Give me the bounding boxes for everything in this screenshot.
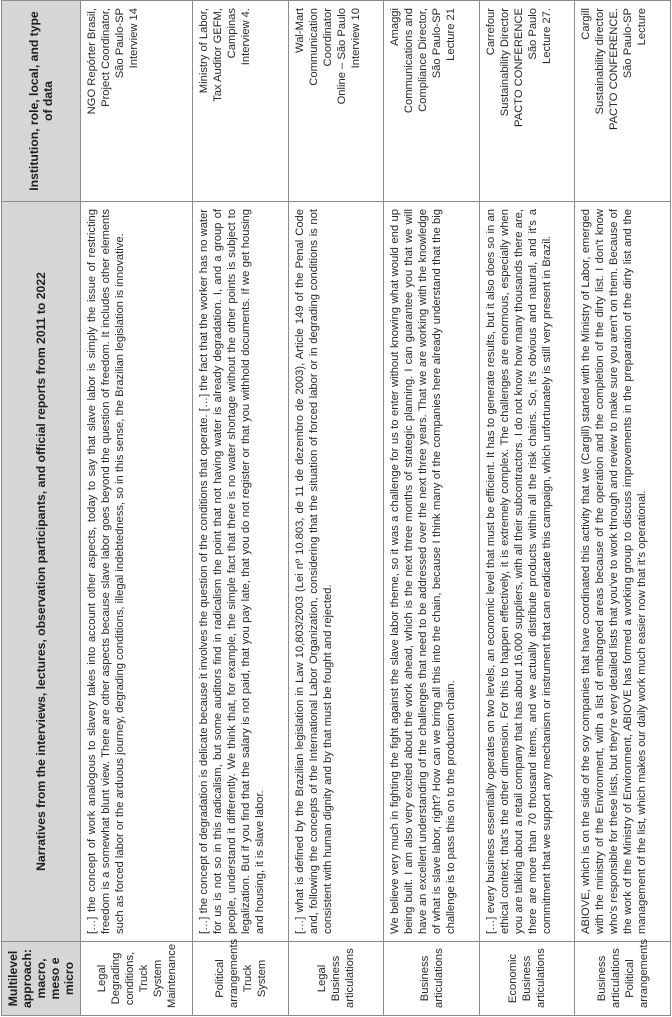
institution-cell bbox=[479, 1, 575, 202]
header-narratives: Narratives from the interviews, lectures, observation participants, and official reports from 2011 to 2022 bbox=[2, 202, 81, 942]
approach-line: articulations bbox=[609, 948, 622, 1008]
approach-line: Legal bbox=[95, 964, 108, 993]
data-table bbox=[1, 0, 671, 1016]
table-body bbox=[81, 1, 671, 1016]
narrative-cell: ABIOVE, which is on the side of the soy companies that have coordinated this activity that we (Cargill) started with the Ministry of Labor, emerged with the ministry of the Environment, with a list of embargoed areas because of the operation and the completion of the dirty list. I don't know who's responsible for these lists, but they're very detailed lists that you've to work through and review to make sure you aren't on them. Because of the work of the Ministry of Environment, ABIOVE has formed a working group to discuss improvements in the preparation of the dirty list and the management of the list, which makes our daily work much easier now that it's operational. bbox=[575, 202, 671, 942]
approach-line: arrangements bbox=[227, 938, 240, 1008]
institution-line: Online – São Paulo bbox=[335, 8, 348, 105]
institution-line: Sustainability director bbox=[594, 8, 607, 115]
institution-line: Interview 4. bbox=[240, 8, 253, 66]
header-institution: Institution, role, local, and type of data bbox=[2, 1, 81, 202]
approach-line: Truck System bbox=[137, 959, 164, 998]
narrative-cell: We believe very much in fighting the fight against the slave labor theme, so it was a challenge for us to enter without knowing what would end up being built. I am also very excited about the work ahead, which is the next three months of strategic planning. I can guarantee you that we will have an excellent understanding of the challenges that need to be addressed over the next three years. That we are working with the knowledge of what is slave labor, right? How can we bring all this into the chain, because I think many of the companies here already understand that the big challenge is to pass this on to the production chain. bbox=[384, 202, 480, 942]
approach-line: Political bbox=[213, 959, 226, 998]
institution-cell bbox=[288, 1, 384, 202]
narrative-cell: […] every business essentially operates on two levels, an economic level that must be efficient. It has to generate results, but it also does so in an ethical context; that's the other dimension. For this to happen effectively, it is extremely complex. The challenges are enormous, especially when you are talking about a retail company that has about 16,000 suppliers, with all their subcontractors. I do not know how many thousands there are, there are more than 70 thousand items, and we actually distribute products within all the risk chains. So, it's obvious and natural, and it's a commitment that we support any mechanism or instrument that can eradicate this campaign, which unfortunately is still very present in Brazil. bbox=[479, 202, 575, 942]
approach-line: Economic bbox=[507, 953, 520, 1004]
institution-line: São Paulo bbox=[526, 8, 539, 60]
table-row bbox=[193, 1, 289, 1016]
institution-line: PACTO CONFERENCE bbox=[512, 8, 525, 127]
institution-line: PACTO CONFERENCE. bbox=[608, 8, 621, 131]
institution-line: Carrefour bbox=[484, 8, 497, 56]
institution-line: Lecture bbox=[636, 8, 649, 46]
approach-cell bbox=[288, 942, 384, 1016]
approach-line: articulations bbox=[535, 948, 548, 1008]
institution-line: Communication bbox=[307, 8, 320, 86]
institution-line: Amaggi bbox=[389, 8, 402, 46]
approach-cell bbox=[193, 938, 289, 1016]
narrative-cell: […] the concept of work analogous to slavery takes into account other aspects, today to say that slave labor is simply the issue of restricting freedom is a somewhat blunt view. There are other aspects because slave labor goes beyond the question of freedom. It includes other elements such as forced labor or the arduous journey, degrading conditions, illegal indebtedness, so in this sense, the Brazilian legislation is innovative. bbox=[81, 202, 193, 942]
institution-cell bbox=[193, 1, 289, 202]
approach-line: Business bbox=[521, 955, 534, 1002]
institution-line: Campinas bbox=[226, 8, 239, 59]
institution-line: Compliance Director, bbox=[417, 8, 430, 112]
institution-line: Coordinator bbox=[321, 8, 334, 67]
institution-line: Lecture 27. bbox=[540, 8, 553, 64]
approach-line: Political bbox=[623, 959, 636, 998]
approach-line: Legal bbox=[316, 964, 329, 993]
institution-line: Sustainability Director bbox=[498, 8, 511, 117]
narrative-cell: […] the concept of degradation is delicate because it involves the question of the conditions that operate. […] the fact that the worker has no water for us is not so in this radicalism, but some auditors find in radicalism the point that not having water is already degradation. I, and a group of people, understand it differently. We think that, for example, the simple fact that there is no water shortage without the other points is subject to legalization. But if you find that the salary is not paid, that you pay late, that you do not register or that you withhold documents. If we get housing and housing, it is slave labor. bbox=[193, 202, 289, 942]
institution-cell bbox=[575, 1, 671, 202]
institution-cell bbox=[81, 1, 193, 202]
narrative-cell: […] what is defined by the Brazilian legislation in Law 10,803/2003 (Lei nº 10.803, de 11 de dezembro de 2003), Article 149 of the Penal Code and, following the concepts of the International Labor Organization, considering that the situation of forced labor or in degrading conditions is not consistent with human dignity and by that must be fought and rejected. bbox=[288, 202, 384, 942]
approach-line: Business bbox=[418, 955, 431, 1002]
institution-line: Communications and bbox=[403, 8, 416, 114]
table-row bbox=[479, 1, 575, 1016]
approach-cell bbox=[479, 942, 575, 1016]
institution-cell bbox=[384, 1, 480, 202]
institution-line: Interview 14 bbox=[128, 8, 140, 69]
table-row bbox=[288, 1, 384, 1016]
institution-line: Tax Auditor GEFM, bbox=[212, 8, 225, 102]
institution-line: São Paulo-SP bbox=[431, 8, 444, 79]
approach-line: Degrading conditions, bbox=[109, 951, 136, 1006]
approach-cell bbox=[81, 942, 193, 1016]
table-row bbox=[81, 1, 193, 1016]
approach-cell bbox=[384, 942, 480, 1016]
table-row bbox=[575, 1, 671, 1016]
approach-line: Truck System bbox=[241, 959, 268, 998]
approach-line: articulations bbox=[432, 948, 445, 1008]
approach-line: articulations bbox=[344, 948, 357, 1008]
header-row bbox=[2, 1, 81, 1016]
institution-line: São Paulo-SP bbox=[114, 8, 126, 79]
header-approach: Multilevel approach: macro, meso e micro bbox=[2, 942, 81, 1016]
institution-line: NGO Repórter Brasil, bbox=[86, 8, 98, 115]
institution-line: São Paulo-SP bbox=[622, 8, 635, 79]
approach-line: Maintenance bbox=[165, 943, 178, 1008]
approach-line: arrangements bbox=[637, 938, 650, 1008]
institution-line: Interview 10 bbox=[349, 8, 362, 69]
institution-line: Cargill bbox=[580, 8, 593, 40]
institution-line: Ministry of Labor, bbox=[198, 8, 211, 94]
institution-line: Project Coordinator, bbox=[100, 8, 112, 107]
approach-line: Business bbox=[595, 955, 608, 1002]
approach-line: Business bbox=[330, 955, 343, 1002]
institution-line: Wal-Mart bbox=[293, 8, 306, 53]
institution-line: Lecture 21 bbox=[445, 8, 458, 61]
approach-cell bbox=[575, 938, 671, 1016]
table-row bbox=[384, 1, 480, 1016]
